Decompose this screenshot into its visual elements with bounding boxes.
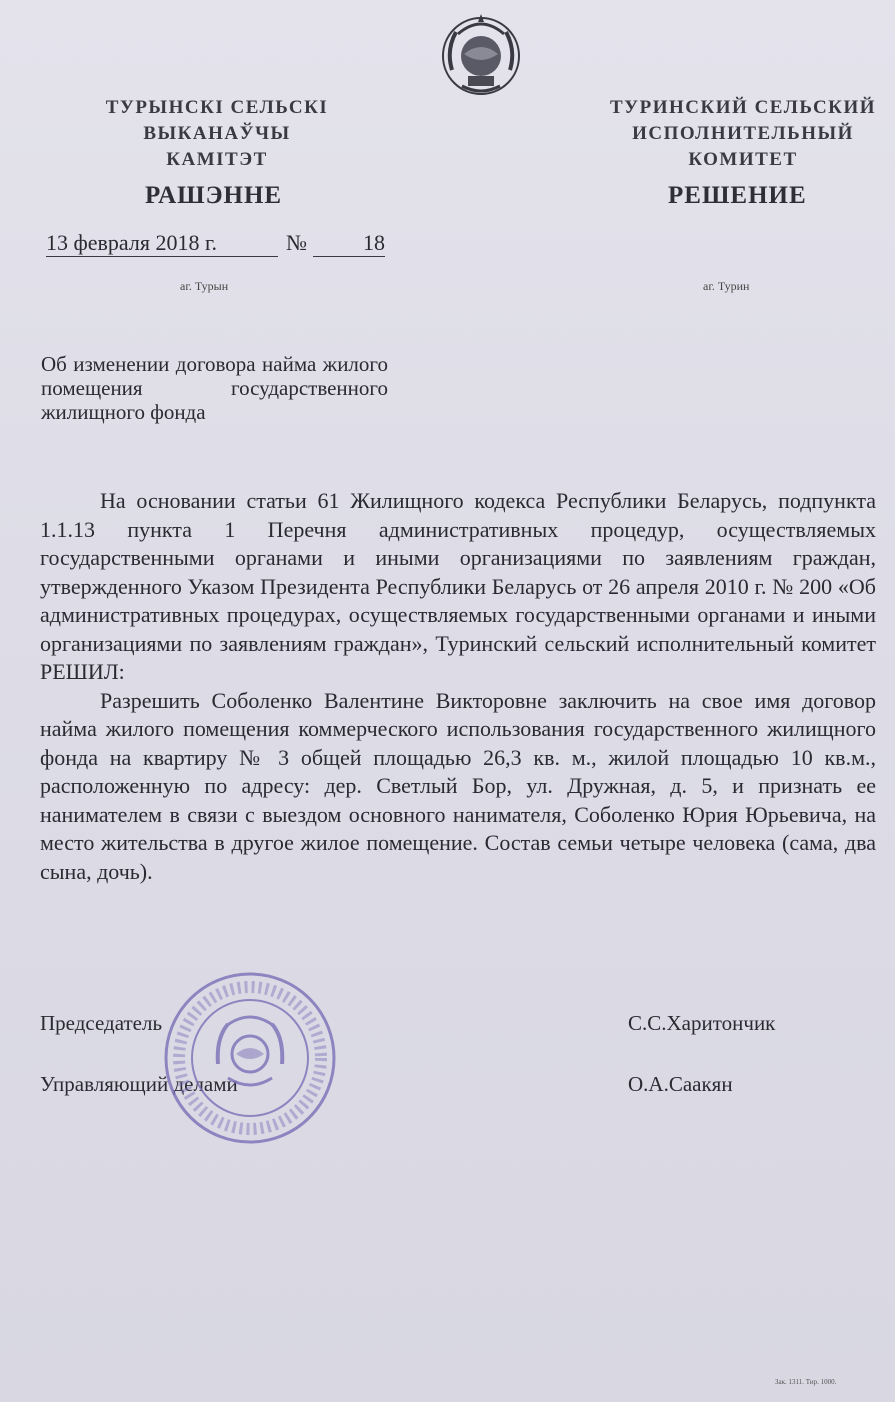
org-ru-line-3: КОМИТЕТ	[688, 149, 798, 170]
manager-name: О.А.Саакян	[628, 1072, 733, 1096]
manager-role: Управляющий делами	[40, 1072, 238, 1096]
org-by-line-2: ВЫКАНАЎЧЫ	[143, 123, 291, 144]
place-russian: аг. Турин	[703, 279, 750, 293]
official-seal-icon	[162, 968, 338, 1148]
decision-number: 18	[313, 230, 385, 257]
org-ru-line-2: ИСПОЛНИТЕЛЬНЫЙ	[632, 123, 854, 144]
decision-body	[40, 487, 876, 886]
decision-date: 13 февраля 2018 г.	[46, 230, 278, 257]
print-footer: Зак. 1311. Тир. 1000.	[775, 1378, 837, 1386]
decision-subject: Об изменении договора найма жилого помещения государственного жилищного фонда	[41, 352, 388, 424]
date-number-line	[46, 230, 385, 257]
org-name-belarusian	[52, 95, 382, 173]
body-paragraph-basis: На основании статьи 61 Жилищного кодекса Республики Беларусь, подпункта 1.1.13 пункта 1 Перечня административных процедур, осуществляемых государственными органами и иными организациями по заявлениям граждан, утвержденного Указом Президента Республики Беларусь от 26 апреля 2010 г. № 200 «Об административных процедурах, осуществляемых государственными органами и иными организациями по заявлениям граждан», Туринский сельский исполнительный комитет РЕШИЛ:	[40, 488, 876, 684]
place-belarusian: аг. Турын	[180, 279, 229, 293]
chair-name: С.С.Харитончик	[628, 1011, 776, 1035]
org-by-line-3: КАМІТЭТ	[166, 149, 268, 170]
org-ru-line-1: ТУРИНСКИЙ СЕЛЬСКИЙ	[609, 97, 877, 118]
chair-role: Председатель	[40, 1011, 163, 1035]
state-emblem-icon	[438, 10, 524, 98]
number-label: №	[286, 230, 307, 255]
doctype-belarusian: РАШЭННЕ	[145, 182, 283, 209]
org-name-russian	[578, 95, 895, 173]
doctype-russian: РЕШЕНИЕ	[668, 182, 807, 209]
body-paragraph-resolution: Разрешить Соболенко Валентине Викторовне заключить на свое имя договор найма жилого помещения коммерческого использования государственного жилищного фонда на квартиру № 3 общей площадью 26,3 кв. м., жилой площадью 10 кв.м., расположенную по адресу: дер. Светлый Бор, ул. Дружная, д. 5, и признать ее нанимателем в связи с выездом основного нанимателя, Соболенко Юрия Юрьевича, на место жительства в другое жилое помещение. Состав семьи четыре человека (сама, два сына, дочь).	[40, 687, 876, 884]
org-by-line-1: ТУРЫНСКІ СЕЛЬСКІ	[105, 97, 329, 118]
